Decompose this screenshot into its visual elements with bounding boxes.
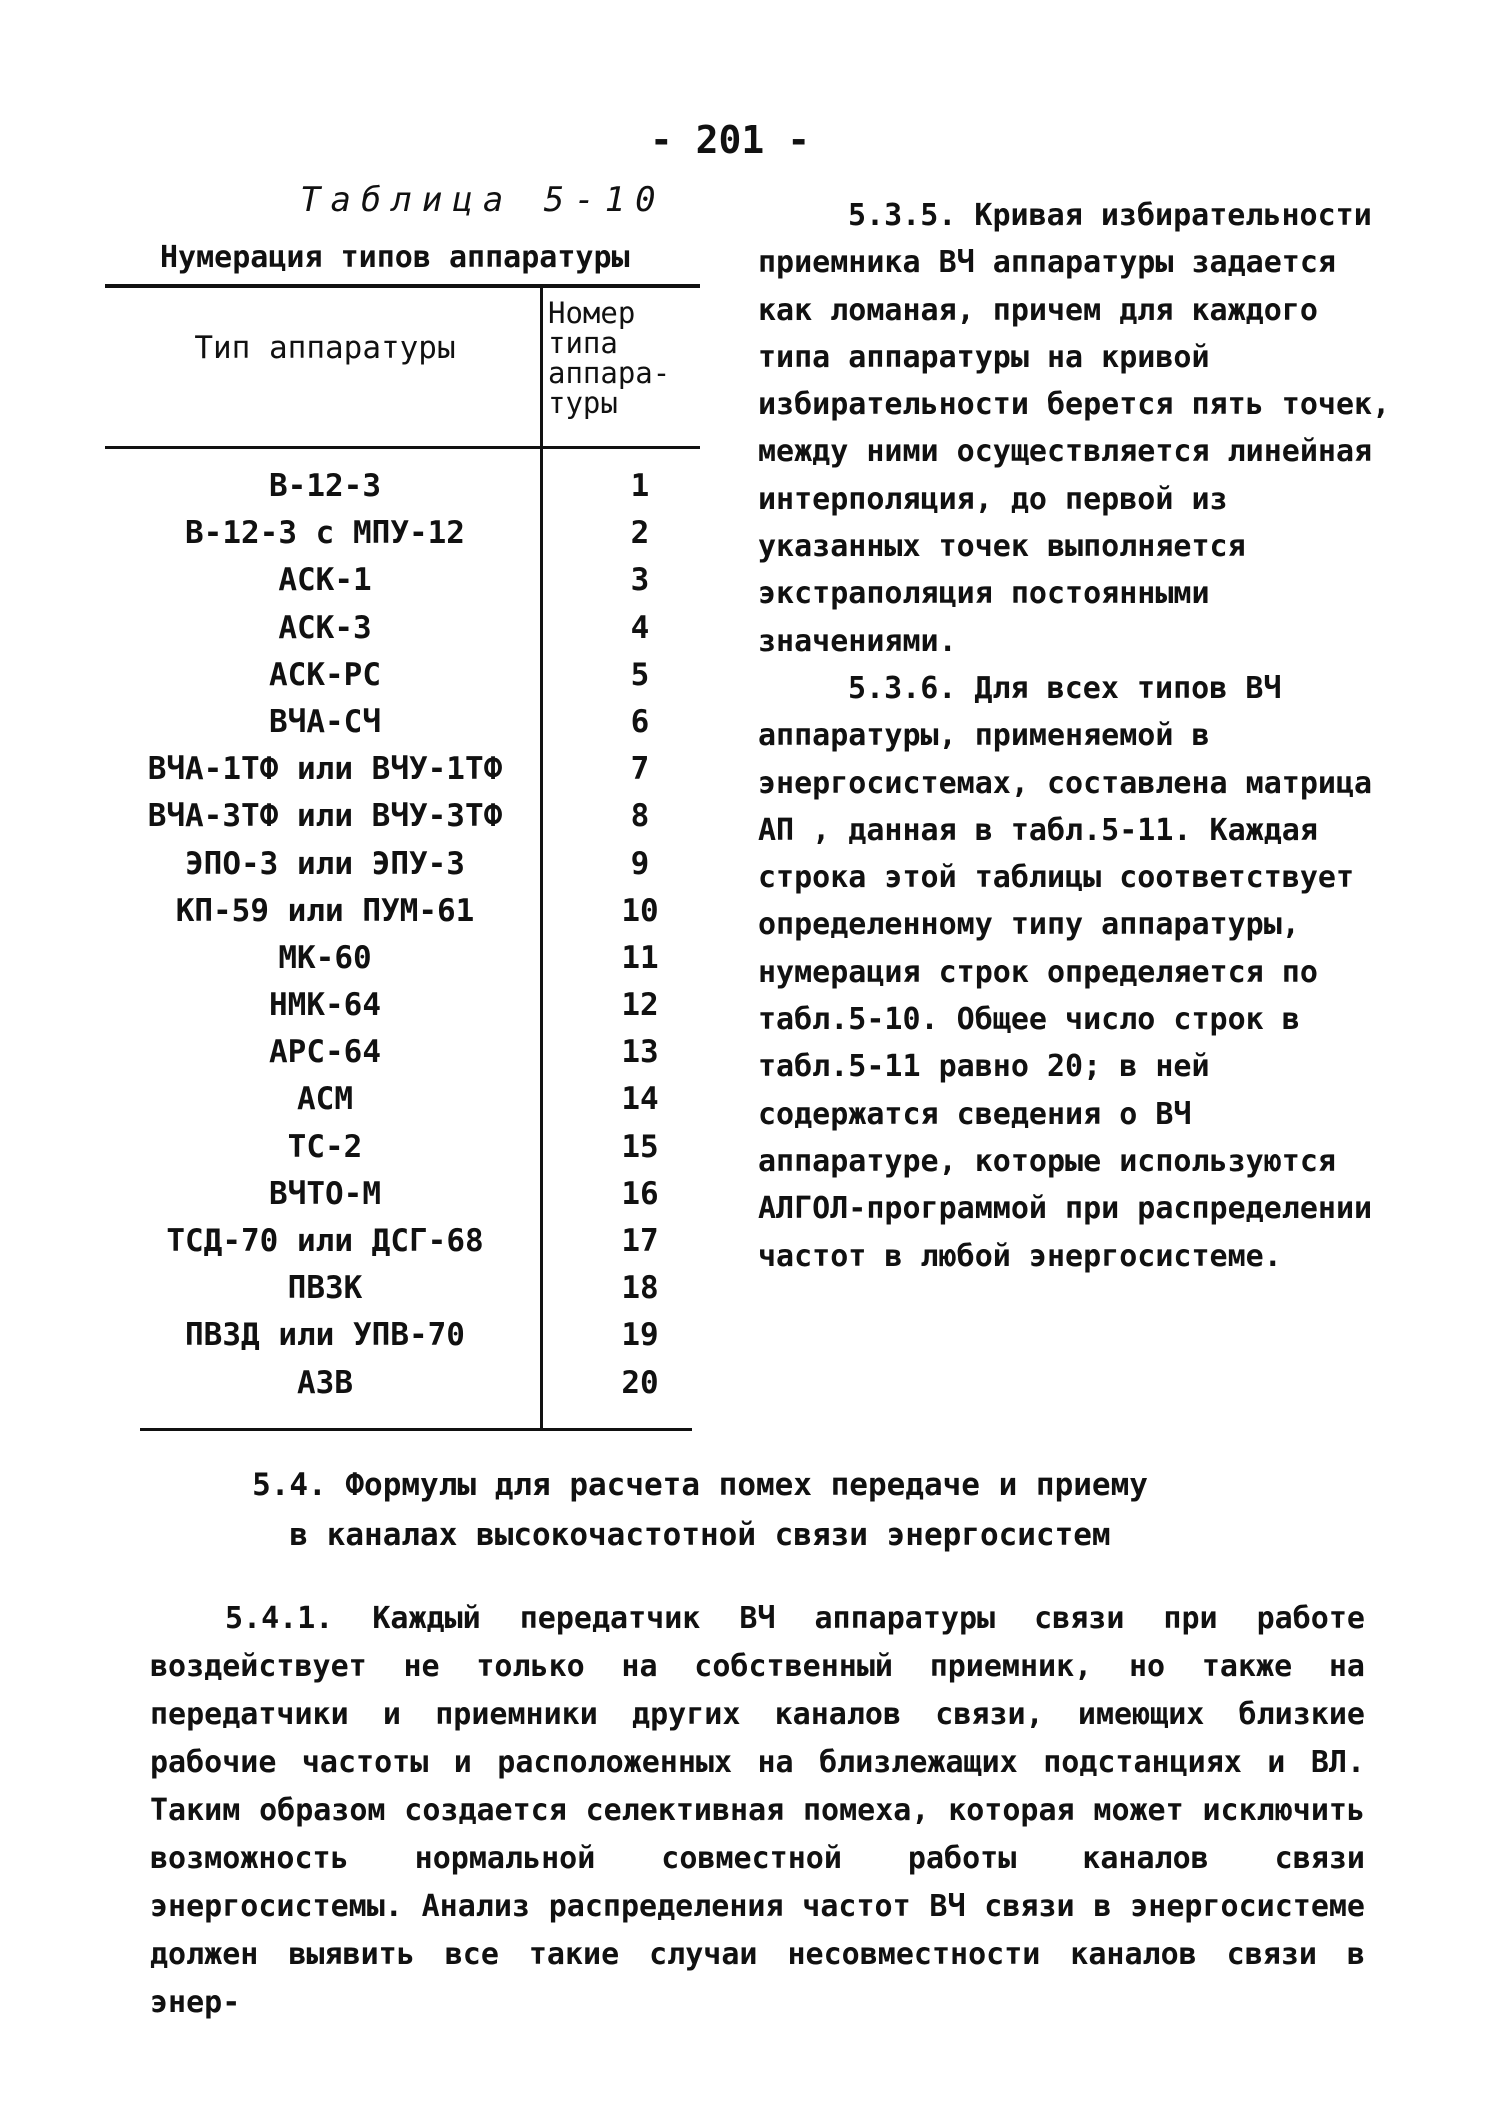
table-row xyxy=(110,468,690,515)
type-number: 11 xyxy=(621,939,659,976)
type-number: 18 xyxy=(621,1270,659,1307)
table-title: Таблица 5-10 xyxy=(300,180,666,220)
equipment-type: НМК-64 xyxy=(269,987,381,1024)
type-number: 16 xyxy=(621,1175,659,1212)
bottom-paragraph xyxy=(150,1595,1365,2027)
header-number-line: типа xyxy=(548,326,618,360)
table-row xyxy=(110,987,690,1034)
equipment-type: ЭПО-3 или ЭПУ-3 xyxy=(185,845,465,882)
type-number: 12 xyxy=(621,987,659,1024)
right-column-text xyxy=(758,192,1398,1280)
type-number: 13 xyxy=(621,1034,659,1071)
equipment-type: В-12-3 с МПУ-12 xyxy=(185,515,465,552)
table-row xyxy=(110,657,690,704)
table-row xyxy=(110,1317,690,1364)
type-number: 14 xyxy=(621,1081,659,1118)
type-number: 9 xyxy=(630,845,650,882)
paragraph-5-4-1: 5.4.1. Каждый передатчик ВЧ аппаратуры связи при работе воздействует не только на собственный приемник, но также на передатчики и приемники других каналов связи, имеющих близкие рабочие частоты и расположенных на близлежащих подстанциях и ВЛ. Таким образом создается селективная помеха, которая может исключить возможность нормальной совместной работы каналов связи энергосистемы. Анализ распределения частот ВЧ связи в энергосистеме должен выявить все такие случаи несовместности каналов связи в энер- xyxy=(150,1601,1365,2020)
type-number: 15 xyxy=(621,1128,659,1165)
equipment-type: АСК-РС xyxy=(269,656,381,693)
equipment-type: ПВЗД или УПВ-70 xyxy=(185,1317,465,1354)
header-number-line: Номер xyxy=(548,296,636,330)
type-number: 2 xyxy=(630,515,650,552)
equipment-type: АСК-3 xyxy=(278,609,372,646)
equipment-type: АСК-1 xyxy=(278,562,372,599)
table-subtitle: Нумерация типов аппаратуры xyxy=(160,240,630,275)
table-row xyxy=(110,1081,690,1128)
header-number-line: аппара- xyxy=(548,356,671,390)
table-row xyxy=(110,1365,690,1412)
equipment-type: ТСД-70 или ДСГ-68 xyxy=(166,1223,484,1259)
page-number: - 201 - xyxy=(649,118,811,162)
table-bottom-rule xyxy=(140,1428,692,1431)
section-heading-line: в каналах высокочастотной связи энергосистем xyxy=(289,1517,1111,1553)
type-number: 7 xyxy=(630,751,650,788)
type-number: 6 xyxy=(630,703,650,740)
type-number: 1 xyxy=(630,468,650,504)
table-row xyxy=(110,1034,690,1081)
table-row xyxy=(110,610,690,657)
table-row xyxy=(110,562,690,609)
type-number: 5 xyxy=(630,656,650,693)
table-row xyxy=(110,1129,690,1176)
type-number: 10 xyxy=(621,892,659,929)
table-row xyxy=(110,515,690,562)
equipment-type: ТС-2 xyxy=(287,1128,363,1165)
equipment-type: МК-60 xyxy=(278,939,372,976)
equipment-type: ВЧА-1ТФ или ВЧУ-1ТФ xyxy=(147,751,503,788)
table-header-rule xyxy=(105,446,700,449)
equipment-type: КП-59 или ПУМ-61 xyxy=(175,892,475,929)
type-number: 17 xyxy=(621,1223,659,1259)
equipment-type: АЗВ xyxy=(297,1364,353,1401)
type-number: 20 xyxy=(621,1364,659,1401)
equipment-type: В-12-3 xyxy=(269,468,381,504)
header-number-line: туры xyxy=(548,386,618,420)
table-row xyxy=(110,846,690,893)
type-number: 4 xyxy=(630,609,650,646)
section-heading xyxy=(200,1460,1200,1560)
type-number: 19 xyxy=(621,1317,659,1354)
table-row xyxy=(110,1270,690,1317)
table-row xyxy=(110,1176,690,1223)
equipment-type: ВЧА-3ТФ или ВЧУ-3ТФ xyxy=(147,798,503,835)
type-number: 8 xyxy=(630,798,650,835)
table-row xyxy=(110,893,690,940)
equipment-type: ВЧА-СЧ xyxy=(269,703,381,740)
paragraph-5-3-6: 5.3.6. Для всех типов ВЧ аппаратуры, применяемой в энергосистемах, составлена матрица АП , данная в табл.5-11. Каждая строка этой таблицы соответствует определенному типу аппаратуры, нумерация строк определяется по табл.5-10. Общее число строк в табл.5-11 равно 20; в ней содержатся сведения о ВЧ аппаратуре, которые используются АЛГОЛ-программой при распределении частот в любой энергосистеме. xyxy=(758,670,1373,1274)
equipment-type: ПВЗК xyxy=(287,1270,363,1307)
table-row xyxy=(110,751,690,798)
type-number: 3 xyxy=(630,562,650,599)
table-body xyxy=(110,468,690,1412)
equipment-type: АРС-64 xyxy=(269,1034,381,1071)
table-header-type: Тип аппаратуры xyxy=(194,330,456,366)
table-header-number xyxy=(548,298,698,418)
section-heading-line: 5.4. Формулы для расчета помех передаче и приему xyxy=(252,1467,1148,1503)
equipment-type: ВЧТО-М xyxy=(269,1175,381,1212)
table-row xyxy=(110,704,690,751)
equipment-type: АСМ xyxy=(297,1081,353,1118)
table-row xyxy=(110,940,690,987)
table-row xyxy=(110,1223,690,1270)
table-top-rule xyxy=(105,284,700,288)
table-row xyxy=(110,798,690,845)
paragraph-5-3-5: 5.3.5. Кривая избирательности приемника ВЧ аппаратуры задается как ломаная, причем для каждого типа аппаратуры на кривой избирательности берется пять точек, между ними осуществляется линейная интерполяция, до первой из указанных точек выполняется экстраполяция постоянными значениями. xyxy=(758,198,1391,659)
